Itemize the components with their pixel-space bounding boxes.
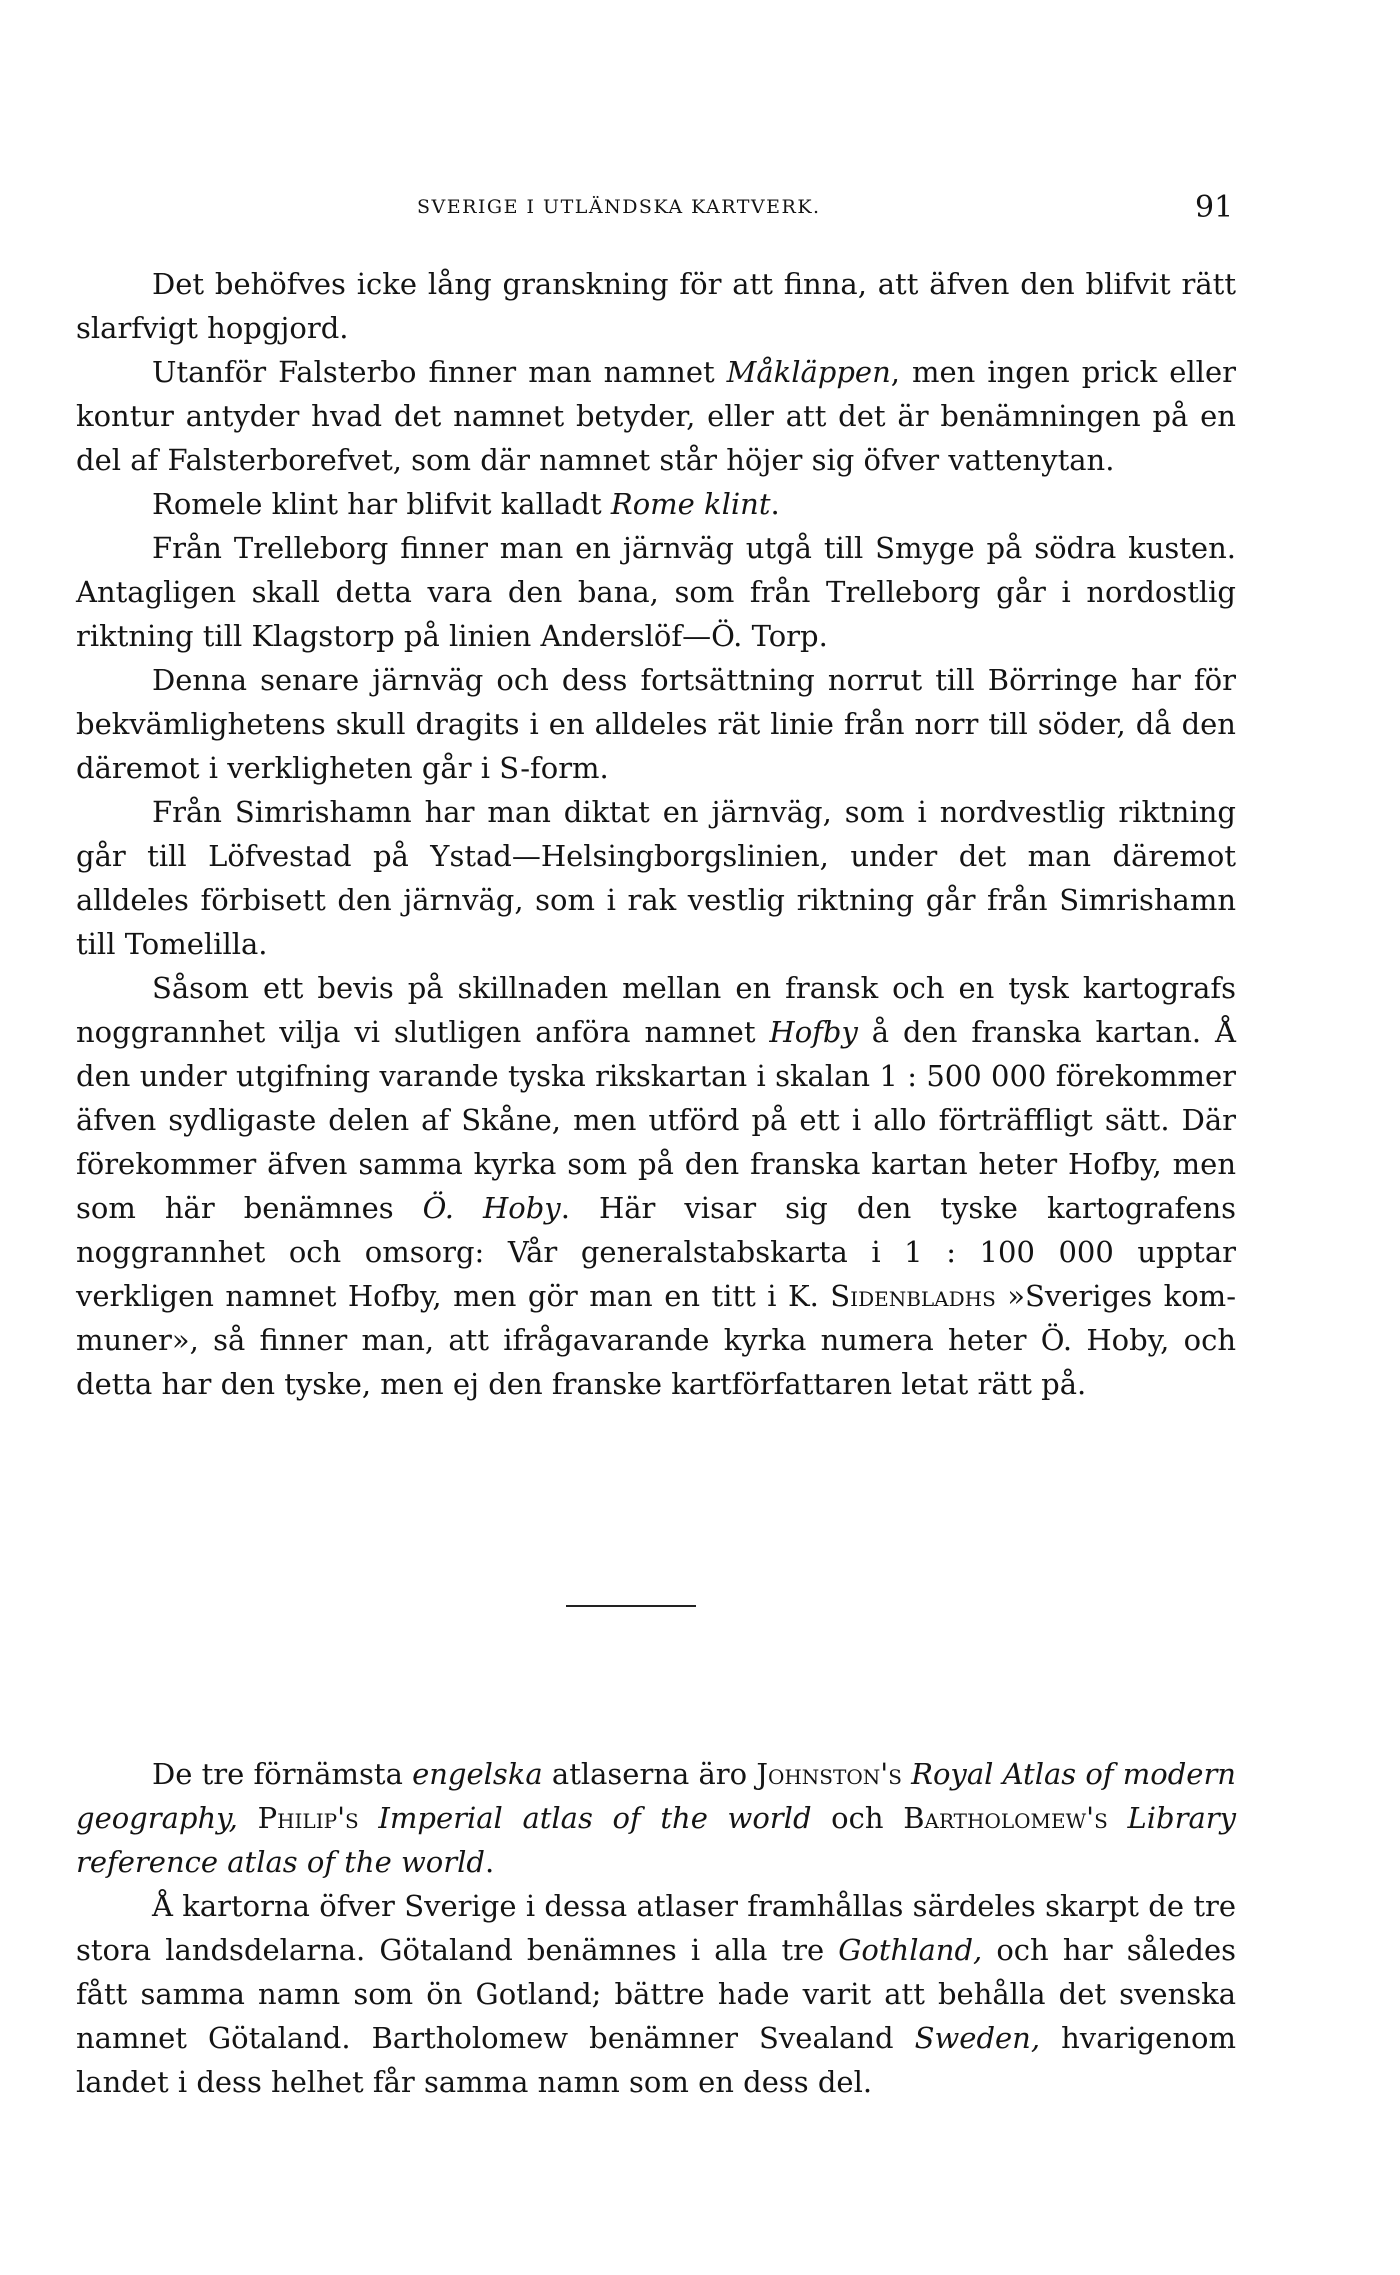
text-run: Utanför Falsterbo finner man namnet — [152, 355, 727, 389]
text-run: hvarigenom landet i dess helhet får samma namn som en dess del. — [76, 2021, 1236, 2099]
paragraph — [76, 262, 1236, 350]
atlas-title-italic: Royal Atlas of modern geography, — [76, 1757, 1236, 1835]
section-2-body — [76, 1752, 1236, 2104]
atlas-title-italic: Library reference atlas of the world — [76, 1801, 1237, 1879]
paragraph — [76, 658, 1236, 790]
place-name-italic: Ö. Hoby — [422, 1191, 561, 1225]
text-run: atlaserna äro — [542, 1757, 757, 1791]
text-run: . Här visar sig den tyske kartografens noggrannhet och omsorg: Vår generalstabskarta i 1 : 100 000 upptar verkligen namnet Hofby, men gör man en titt i K. — [76, 1191, 1237, 1313]
text-run: Från Trelleborg finner man en järnväg utgå till Smyge på södra kusten. Antagligen skall detta vara den bana, som från Trelleborg går i nordostlig riktning till Klagstorp på linien Anderslöf—Ö. Torp. — [76, 531, 1236, 653]
text-run: å den franska kartan. Å den under utgifning varande tyska rikskartan i skalan 1 : 500 000 förekommer äfven sydligaste delen af Skåne, men utförd på ett i allo förträffligt sätt. Där förekommer äfven samma kyrka som på den franska kartan heter Hofby, men som här benämnes — [76, 1015, 1236, 1225]
text-run: och — [811, 1801, 904, 1835]
page-number: 91 — [1195, 190, 1234, 225]
paragraph — [76, 482, 1236, 526]
text-run — [1108, 1801, 1128, 1835]
paragraph — [76, 1752, 1236, 1884]
text-run: Såsom ett bevis på skillnaden mellan en fransk och en tysk kartografs noggrannhet vilja vi slutligen anföra namnet — [76, 971, 1236, 1049]
paragraph — [76, 1884, 1236, 2104]
paragraph — [76, 790, 1236, 966]
text-run — [359, 1801, 379, 1835]
text-run — [902, 1757, 911, 1791]
place-name-italic: Sweden, — [914, 2021, 1041, 2055]
section-divider — [566, 1605, 696, 1607]
place-name-italic: Gothland, — [838, 1933, 983, 1967]
text-run: Å kartorna öfver Sverige i dessa atlaser framhållas särdeles skarpt de tre stora landsdelarna. Götaland benämnes i alla tre — [76, 1889, 1236, 1967]
text-run: »Sveriges kommuner», så finner man, att ifrågavarande kyrka numera heter Ö. Hoby, och detta har den tyske, men ej den franske kartförfattaren letat rätt på. — [76, 1279, 1236, 1401]
text-run: , men ingen prick eller kontur antyder hvad det namnet betyder, eller att det är benämningen på en del af Falsterborefvet, som där namnet står höjer sig öfver vattenytan. — [76, 355, 1236, 477]
atlas-title-italic: Imperial atlas of the world — [378, 1801, 812, 1835]
text-run — [238, 1801, 258, 1835]
paragraph — [76, 350, 1236, 482]
publisher-name-smallcaps: Johnston's — [756, 1757, 902, 1791]
running-head-title: SVERIGE I UTLÄNDSKA KARTVERK. — [417, 196, 821, 218]
paragraph — [76, 966, 1236, 1406]
text-run: De tre förnämsta — [152, 1757, 413, 1791]
place-name-italic: Hofby — [769, 1015, 858, 1049]
place-name-italic: Måkläppen — [726, 355, 891, 389]
emphasis-italic: engelska — [412, 1757, 543, 1791]
section-1-body — [76, 262, 1236, 1406]
publisher-name-smallcaps: Philip's — [257, 1801, 359, 1835]
running-head — [0, 190, 1400, 228]
publisher-name-smallcaps: Bartholomew's — [903, 1801, 1108, 1835]
text-run: . — [484, 1845, 495, 1879]
text-run: Romele klint har blifvit kalladt — [152, 487, 611, 521]
text-run: . — [770, 487, 780, 521]
text-run: och har således fått samma namn som ön Gotland; bättre hade varit att behålla det svenska namnet Götaland. Bartholomew benämner Svealand — [76, 1933, 1236, 2055]
text-run: Denna senare järnväg och dess fortsättning norrut till Börringe har för bekvämlighetens skull dragits i en alldeles rät linie från norr till söder, då den däremot i verkligheten går i S-form. — [76, 663, 1236, 785]
text-run: Från Simrishamn har man diktat en järnväg, som i nordvestlig riktning går till Löfvestad på Ystad—Helsingborgslinien, under det man däremot alldeles förbisett den järnväg, som i rak vestlig riktning går från Simrishamn till Tomelilla. — [76, 795, 1236, 961]
author-name-smallcaps: Sidenbladhs — [830, 1279, 996, 1313]
paragraph — [76, 526, 1236, 658]
place-name-italic: Rome klint — [610, 487, 771, 521]
text-run: Det behöfves icke lång granskning för att finna, att äfven den blifvit rätt slarfvigt hopgjord. — [76, 267, 1236, 345]
